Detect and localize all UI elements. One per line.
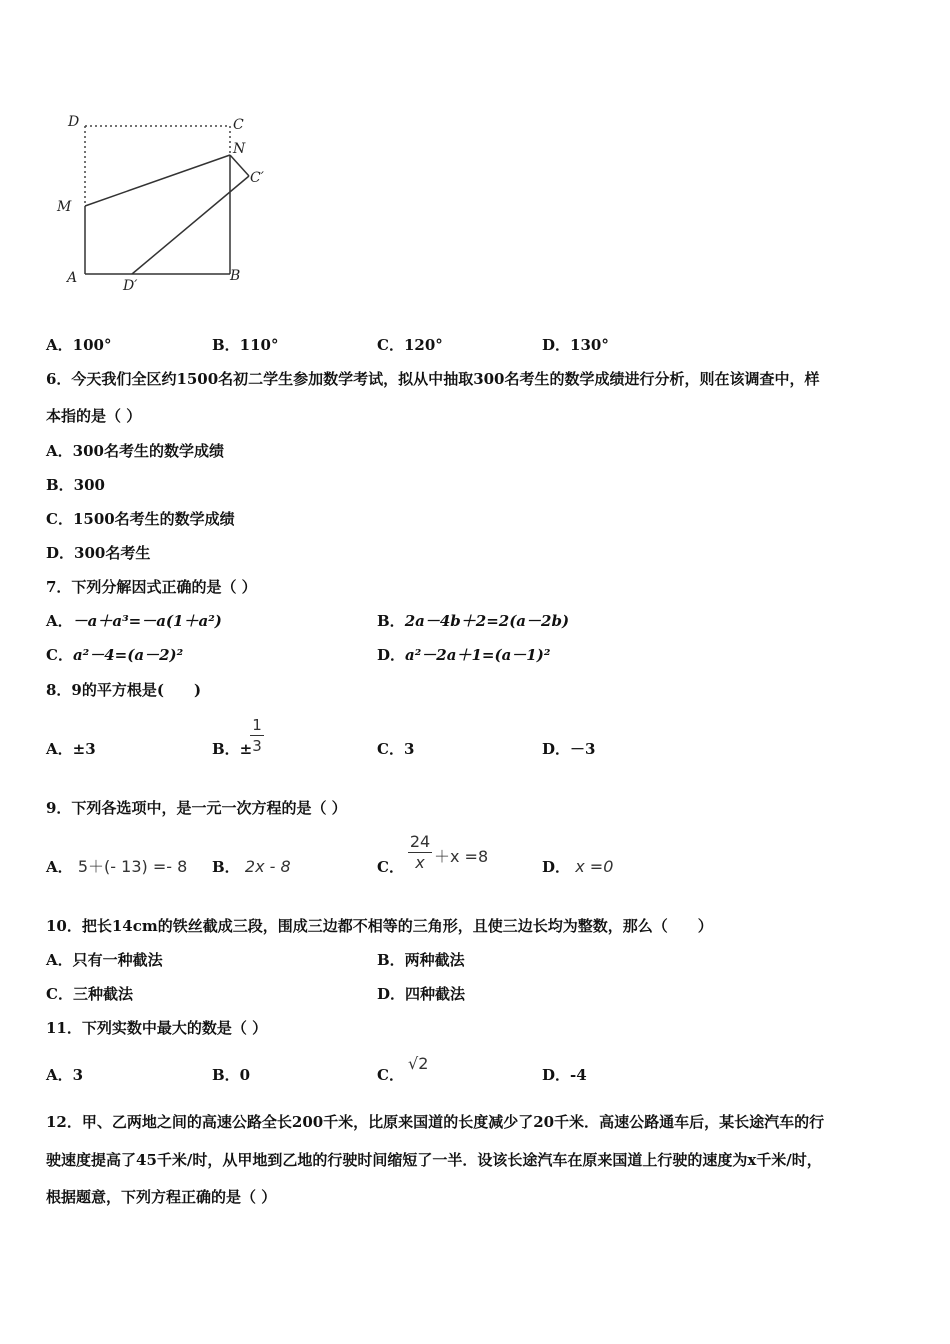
q6-stem-line1: 6．今天我们全区约1500名初二学生参加数学考试，拟从中抽取300名考生的数学成绩进行分析，则在该调查中，样 bbox=[46, 370, 820, 388]
label-M: M bbox=[57, 199, 72, 215]
q8-option-b-numerator: 1 bbox=[252, 716, 262, 734]
q8-option-b[interactable]: B．± bbox=[212, 740, 253, 758]
segment-NC2 bbox=[230, 155, 249, 176]
q11-option-c[interactable]: C． bbox=[377, 1066, 404, 1084]
label-C: C bbox=[233, 117, 244, 133]
q10-stem: 10．把长14cm的铁丝截成三段，围成三边都不相等的三角形，且使三边长均为整数，那么（ ） bbox=[46, 917, 713, 935]
q9-option-c-denominator: x bbox=[415, 853, 425, 872]
fraction-bar bbox=[250, 735, 264, 736]
q8-option-b-fraction bbox=[250, 716, 264, 755]
q8-stem: 8．9的平方根是( ) bbox=[46, 681, 202, 699]
q9-option-d-expr: x =0 bbox=[575, 857, 614, 876]
q6-option-b[interactable]: B．300 bbox=[46, 476, 105, 494]
label-B: B bbox=[230, 268, 241, 284]
q9-option-a[interactable] bbox=[46, 857, 187, 877]
q7-stem: 7．下列分解因式正确的是（ ） bbox=[46, 578, 257, 596]
q9-option-c-fraction bbox=[408, 833, 432, 872]
q9-option-a-expr: 5＋(- 13) =- 8 bbox=[77, 857, 188, 876]
q12-stem-line1: 12．甲、乙两地之间的高速公路全长200千米，比原来国道的长度减少了20千米．高速公路通车后，某长途汽车的行 bbox=[46, 1113, 825, 1131]
q12-stem-line2: 驶速度提高了45千米/时，从甲地到乙地的行驶时间缩短了一半．设该长途汽车在原来国道上行驶的速度为x千米/时， bbox=[46, 1151, 822, 1169]
q7-option-d-expr: a²－2a＋1=(a－1)² bbox=[405, 646, 551, 664]
q9-stem: 9．下列各选项中，是一元一次方程的是（ ） bbox=[46, 799, 347, 817]
q12-stem-line3: 根据题意，下列方程正确的是（ ） bbox=[46, 1188, 277, 1206]
q9-option-c-rest: ＋x =8 bbox=[434, 847, 489, 866]
q11-option-b[interactable]: B．0 bbox=[212, 1066, 251, 1084]
segment-C2D2 bbox=[132, 176, 249, 274]
q7-option-a-label: A． bbox=[46, 612, 73, 630]
q8-option-c[interactable]: C．3 bbox=[377, 740, 415, 758]
label-D: D bbox=[68, 114, 80, 130]
q9-option-b-expr: 2x - 8 bbox=[244, 857, 291, 876]
q7-option-c-expr: a²－4=(a－2)² bbox=[72, 646, 184, 664]
q10-option-a[interactable]: A．只有一种截法 bbox=[46, 951, 163, 969]
q6-option-c[interactable]: C．1500名考生的数学成绩 bbox=[46, 510, 235, 528]
q9-option-b[interactable] bbox=[212, 857, 291, 877]
q5-option-a[interactable]: A．100° bbox=[46, 336, 112, 354]
q7-option-c-label: C． bbox=[46, 646, 73, 664]
q5-option-b[interactable]: B．110° bbox=[212, 336, 279, 354]
label-A: A bbox=[67, 270, 78, 286]
q10-option-b[interactable]: B．两种截法 bbox=[377, 951, 465, 969]
q6-option-a[interactable]: A．300名考生的数学成绩 bbox=[46, 442, 224, 460]
q9-option-a-label: A． bbox=[46, 858, 73, 876]
q6-option-d[interactable]: D．300名考生 bbox=[46, 544, 151, 562]
q8-option-d[interactable]: D．－3 bbox=[542, 740, 596, 758]
q6-stem-line2: 本指的是（ ） bbox=[46, 407, 142, 425]
q7-option-b[interactable] bbox=[377, 611, 569, 631]
q9-option-c-numerator: 24 bbox=[409, 832, 431, 851]
q10-option-c[interactable]: C．三种截法 bbox=[46, 985, 133, 1003]
q9-option-d-label: D． bbox=[542, 858, 571, 876]
q5-option-d[interactable]: D．130° bbox=[542, 336, 609, 354]
label-C-prime: C′ bbox=[250, 170, 264, 186]
q7-option-a[interactable] bbox=[46, 611, 222, 631]
q10-option-d[interactable]: D．四种截法 bbox=[377, 985, 466, 1003]
geometry-figure bbox=[50, 110, 280, 300]
q8-option-a[interactable]: A．±3 bbox=[46, 740, 96, 758]
label-D-prime: D′ bbox=[123, 278, 138, 294]
q8-option-b-denominator: 3 bbox=[252, 737, 262, 755]
q7-option-a-expr: －a＋a³=－a(1＋a²) bbox=[72, 612, 222, 630]
q7-option-d-label: D． bbox=[377, 646, 406, 664]
q11-option-c-sqrt: √2 bbox=[408, 1054, 429, 1073]
q9-option-d[interactable] bbox=[542, 857, 613, 877]
segment-MN bbox=[85, 155, 230, 206]
q9-option-b-label: B． bbox=[212, 858, 240, 876]
q7-option-b-label: B． bbox=[377, 612, 405, 630]
q11-stem: 11．下列实数中最大的数是（ ） bbox=[46, 1019, 268, 1037]
q9-option-c[interactable]: C． bbox=[377, 858, 404, 876]
q11-option-d[interactable]: D．-4 bbox=[542, 1066, 587, 1084]
q5-option-c[interactable]: C．120° bbox=[377, 336, 443, 354]
q11-option-a[interactable]: A．3 bbox=[46, 1066, 84, 1084]
q7-option-d[interactable] bbox=[377, 645, 550, 665]
q7-option-b-expr: 2a－4b＋2=2(a－2b) bbox=[404, 612, 570, 630]
label-N: N bbox=[233, 141, 246, 157]
q7-option-c[interactable] bbox=[46, 645, 183, 665]
